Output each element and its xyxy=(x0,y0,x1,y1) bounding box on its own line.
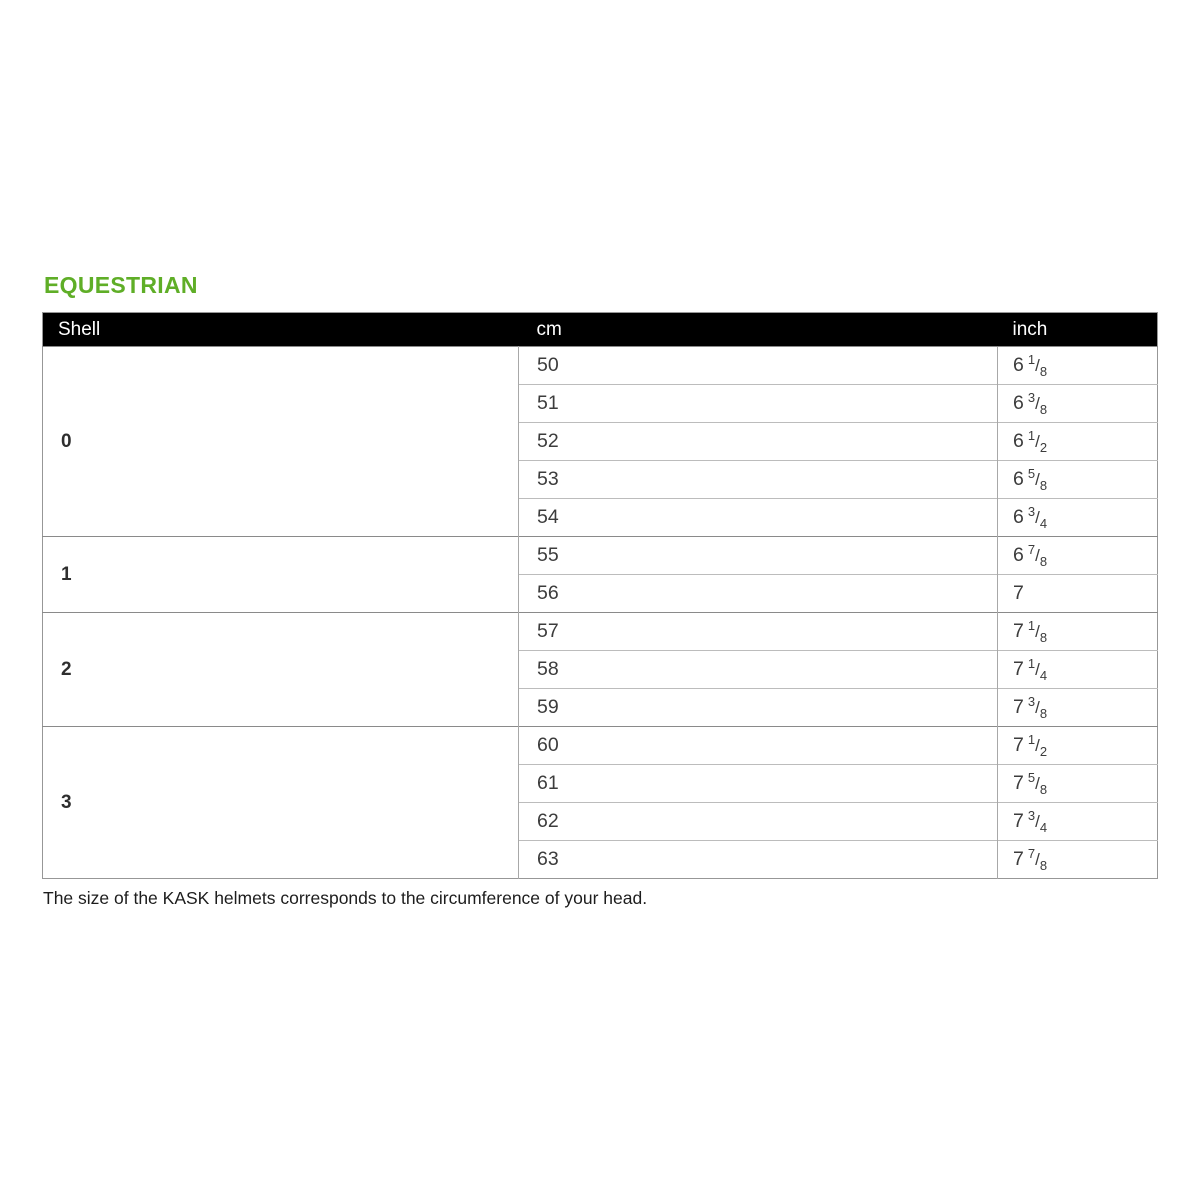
size-table-body xyxy=(43,347,1158,879)
inch-value xyxy=(998,575,1158,613)
cm-value: 50 xyxy=(519,347,998,385)
section-heading: EQUESTRIAN xyxy=(44,272,198,298)
inch-fraction-slash: / xyxy=(1035,850,1040,869)
inch-whole: 6 xyxy=(1013,544,1024,566)
shell-group-label: 2 xyxy=(43,613,519,727)
inch-fraction-slash: / xyxy=(1035,546,1040,565)
inch-fraction-denominator: 4 xyxy=(1039,515,1048,531)
cm-value: 52 xyxy=(519,423,998,461)
inch-fraction-denominator: 4 xyxy=(1039,819,1048,835)
cm-value: 60 xyxy=(519,727,998,765)
inch-fraction-numerator: 5 xyxy=(1027,465,1036,481)
shell-group-label: 0 xyxy=(43,347,519,537)
inch-fraction-denominator: 8 xyxy=(1039,477,1048,493)
inch-fraction-slash: / xyxy=(1035,660,1040,679)
cm-value: 63 xyxy=(519,841,998,879)
inch-value xyxy=(998,765,1158,803)
inch-fraction-numerator: 1 xyxy=(1027,655,1036,671)
cm-value: 57 xyxy=(519,613,998,651)
inch-fraction-numerator: 1 xyxy=(1027,351,1036,367)
size-table-header xyxy=(43,313,1158,347)
inch-fraction-numerator: 1 xyxy=(1027,731,1036,747)
inch-fraction-slash: / xyxy=(1035,356,1040,375)
inch-whole: 7 xyxy=(1013,620,1024,642)
size-table xyxy=(42,312,1158,879)
inch-value xyxy=(998,803,1158,841)
column-header-shell: Shell xyxy=(43,313,519,347)
inch-whole: 6 xyxy=(1013,392,1024,414)
cm-value: 62 xyxy=(519,803,998,841)
inch-whole: 7 xyxy=(1013,810,1024,832)
inch-fraction-numerator: 3 xyxy=(1027,389,1036,405)
inch-value xyxy=(998,841,1158,879)
inch-fraction-denominator: 8 xyxy=(1039,363,1048,379)
inch-value xyxy=(998,499,1158,537)
inch-fraction-denominator: 8 xyxy=(1039,857,1048,873)
inch-fraction-numerator: 5 xyxy=(1027,769,1036,785)
inch-whole: 7 xyxy=(1013,734,1024,756)
cm-value: 59 xyxy=(519,689,998,727)
inch-fraction-slash: / xyxy=(1035,394,1040,413)
inch-whole: 6 xyxy=(1013,506,1024,528)
cm-value: 54 xyxy=(519,499,998,537)
inch-value xyxy=(998,423,1158,461)
inch-fraction-denominator: 8 xyxy=(1039,401,1048,417)
cm-value: 53 xyxy=(519,461,998,499)
table-row xyxy=(43,727,1158,765)
inch-whole: 7 xyxy=(1013,772,1024,794)
cm-value: 61 xyxy=(519,765,998,803)
inch-fraction-denominator: 4 xyxy=(1039,667,1048,683)
inch-value xyxy=(998,461,1158,499)
inch-whole: 7 xyxy=(1013,658,1024,680)
inch-fraction-slash: / xyxy=(1035,774,1040,793)
inch-fraction-slash: / xyxy=(1035,622,1040,641)
inch-fraction-slash: / xyxy=(1035,508,1040,527)
size-footnote: The size of the KASK helmets corresponds to the circumference of your head. xyxy=(43,888,648,908)
sizing-section xyxy=(42,272,1157,909)
inch-value xyxy=(998,727,1158,765)
inch-fraction-numerator: 1 xyxy=(1027,427,1036,443)
inch-whole: 7 xyxy=(1013,582,1024,604)
inch-fraction-numerator: 7 xyxy=(1027,541,1036,557)
table-row xyxy=(43,537,1158,575)
inch-fraction-slash: / xyxy=(1035,812,1040,831)
inch-whole: 7 xyxy=(1013,696,1024,718)
inch-fraction-numerator: 1 xyxy=(1027,617,1036,633)
table-row xyxy=(43,613,1158,651)
inch-fraction-slash: / xyxy=(1035,432,1040,451)
inch-whole: 6 xyxy=(1013,430,1024,452)
inch-value xyxy=(998,385,1158,423)
inch-value xyxy=(998,537,1158,575)
inch-fraction-denominator: 8 xyxy=(1039,781,1048,797)
cm-value: 51 xyxy=(519,385,998,423)
cm-value: 56 xyxy=(519,575,998,613)
inch-value xyxy=(998,651,1158,689)
inch-value xyxy=(998,613,1158,651)
cm-value: 55 xyxy=(519,537,998,575)
inch-fraction-numerator: 3 xyxy=(1027,693,1036,709)
inch-fraction-denominator: 8 xyxy=(1039,705,1048,721)
inch-value xyxy=(998,689,1158,727)
column-header-cm: cm xyxy=(519,313,998,347)
cm-value: 58 xyxy=(519,651,998,689)
shell-group-label: 3 xyxy=(43,727,519,879)
inch-whole: 6 xyxy=(1013,468,1024,490)
inch-fraction-denominator: 2 xyxy=(1039,743,1048,759)
inch-fraction-slash: / xyxy=(1035,698,1040,717)
header-row xyxy=(43,313,1158,347)
inch-fraction-denominator: 8 xyxy=(1039,553,1048,569)
column-header-inch: inch xyxy=(998,313,1158,347)
inch-fraction-numerator: 7 xyxy=(1027,845,1036,861)
table-row xyxy=(43,347,1158,385)
inch-whole: 6 xyxy=(1013,354,1024,376)
inch-fraction-slash: / xyxy=(1035,736,1040,755)
shell-group-label: 1 xyxy=(43,537,519,613)
inch-fraction-denominator: 2 xyxy=(1039,439,1048,455)
inch-fraction-denominator: 8 xyxy=(1039,629,1048,645)
inch-fraction-slash: / xyxy=(1035,470,1040,489)
inch-fraction-numerator: 3 xyxy=(1027,503,1036,519)
inch-fraction-numerator: 3 xyxy=(1027,807,1036,823)
inch-whole: 7 xyxy=(1013,848,1024,870)
inch-value xyxy=(998,347,1158,385)
